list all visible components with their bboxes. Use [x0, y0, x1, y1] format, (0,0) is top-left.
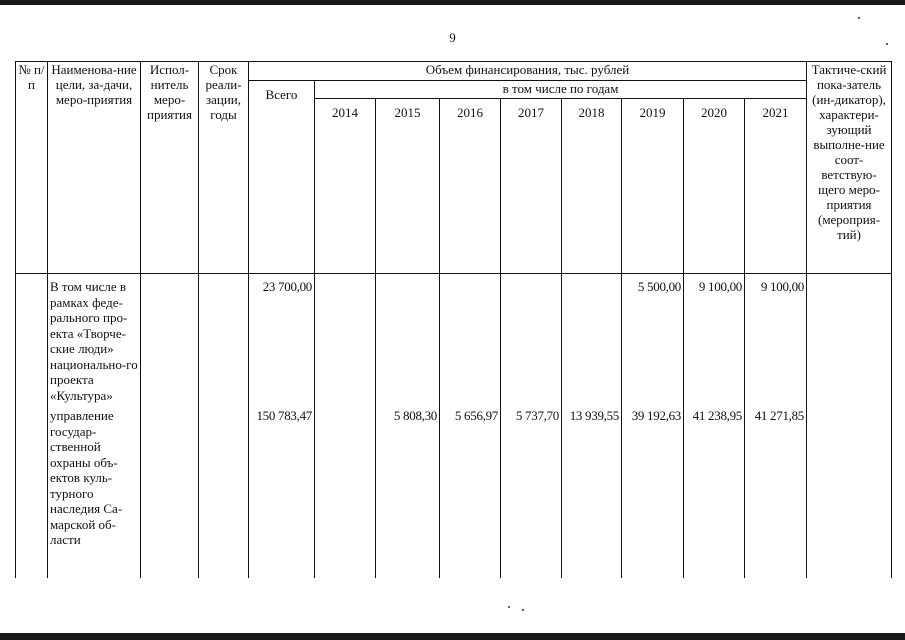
header-executor: Испол-нитель меро-приятия — [141, 62, 199, 274]
cell-year-value: 39 192,63 — [622, 403, 684, 578]
header-term: Срок реали-зации, годы — [199, 62, 249, 274]
cell-name: В том числе в рамках феде-рального про-екта «Творче-ские люди» национально-го проекта «Культура» — [48, 274, 141, 404]
header-total: Всего — [249, 81, 315, 274]
cell-executor — [141, 274, 199, 404]
header-year: 2020 — [684, 99, 745, 274]
cell-year-value: 5 656,97 — [440, 403, 501, 578]
cell-term — [199, 274, 249, 404]
cell-year-value: 5 737,70 — [501, 403, 562, 578]
cell-year-value: 9 100,00 — [745, 274, 807, 404]
top-scan-edge — [0, 0, 905, 5]
header-year: 2014 — [315, 99, 376, 274]
header-by-years: в том числе по годам — [315, 81, 807, 99]
header-year: 2015 — [376, 99, 440, 274]
header-name: Наименова-ние цели, за-дачи, меро-приятия — [48, 62, 141, 274]
cell-total: 23 700,00 — [249, 274, 315, 404]
cell-name: управление государ-ственной охраны объ-ектов куль-турного наследия Са-марской об-ласти — [48, 403, 141, 578]
cell-year-value — [562, 274, 622, 404]
cell-indicator — [807, 274, 892, 404]
cell-year-value: 13 939,55 — [562, 403, 622, 578]
page-number: 9 — [449, 30, 456, 45]
header-year: 2016 — [440, 99, 501, 274]
header-funding-group: Объем финансирования, тыс. рублей — [249, 62, 807, 81]
cell-year-value: 41 271,85 — [745, 403, 807, 578]
cell-indicator — [807, 403, 892, 578]
cell-executor — [141, 403, 199, 578]
header-num: № п/п — [16, 62, 48, 274]
table-row — [16, 403, 892, 578]
header-year: 2021 — [745, 99, 807, 274]
scan-speck — [522, 609, 524, 611]
scan-speck — [858, 17, 860, 19]
funding-table — [15, 61, 892, 578]
scan-speck — [508, 606, 510, 608]
header-year: 2017 — [501, 99, 562, 274]
table-row — [16, 274, 892, 404]
cell-num — [16, 274, 48, 404]
bottom-scan-edge — [0, 633, 905, 640]
cell-year-value — [376, 274, 440, 404]
cell-year-value — [440, 274, 501, 404]
cell-year-value — [501, 274, 562, 404]
cell-year-value: 9 100,00 — [684, 274, 745, 404]
cell-year-value: 5 500,00 — [622, 274, 684, 404]
cell-num — [16, 403, 48, 578]
cell-year-value — [315, 274, 376, 404]
header-indicator: Тактиче-ский пока-затель (ин-дикатор), характери-зующий выполне-ние соот-ветствую-щего меро-приятия (мероприя-тий) — [807, 62, 892, 274]
header-year: 2019 — [622, 99, 684, 274]
cell-term — [199, 403, 249, 578]
cell-year-value: 5 808,30 — [376, 403, 440, 578]
cell-total: 150 783,47 — [249, 403, 315, 578]
header-year: 2018 — [562, 99, 622, 274]
cell-year-value — [315, 403, 376, 578]
cell-year-value: 41 238,95 — [684, 403, 745, 578]
